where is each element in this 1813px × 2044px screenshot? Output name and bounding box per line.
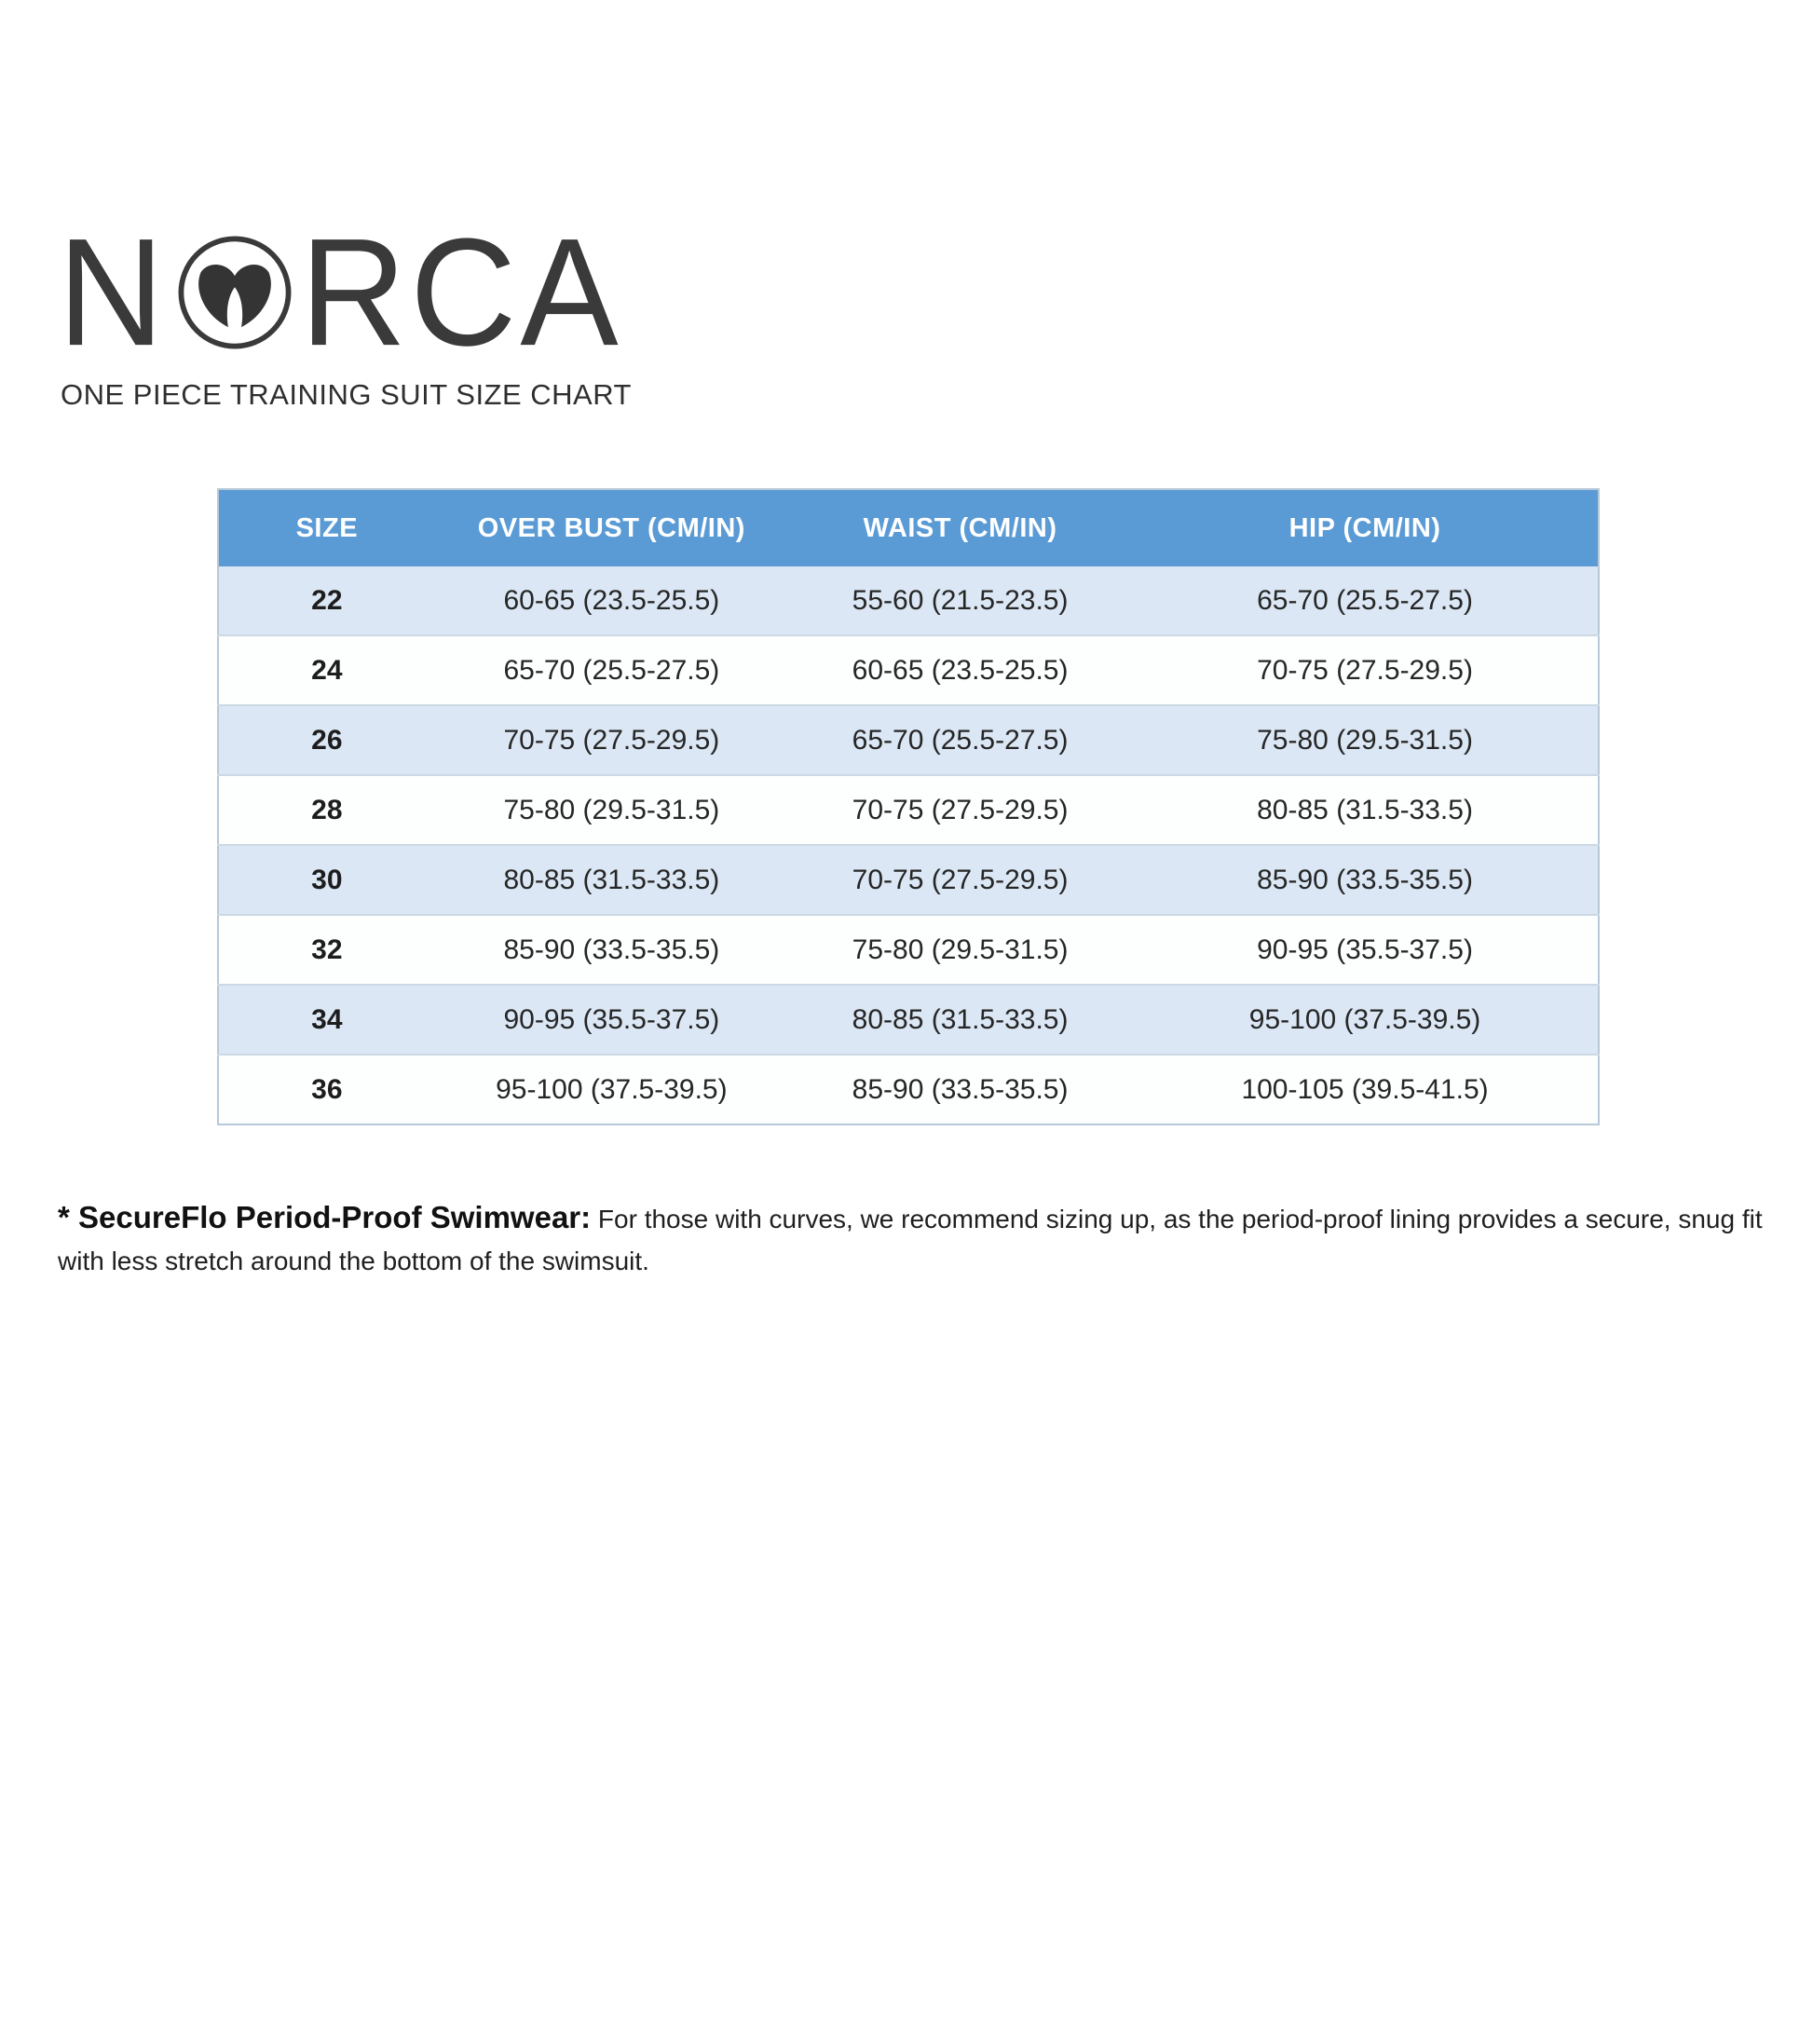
- footnote: [58, 1196, 1763, 1282]
- measurement-cell: 65-70 (25.5-27.5): [435, 635, 788, 705]
- size-cell: 24: [218, 635, 435, 705]
- measurement-cell: 80-85 (31.5-33.5): [1132, 775, 1599, 845]
- table-row: [218, 775, 1599, 845]
- size-cell: 26: [218, 705, 435, 775]
- measurement-cell: 75-80 (29.5-31.5): [435, 775, 788, 845]
- measurement-cell: 55-60 (21.5-23.5): [788, 566, 1132, 635]
- header-row: [218, 489, 1599, 566]
- measurement-cell: 100-105 (39.5-41.5): [1241, 1073, 1489, 1105]
- logo-letters-rca: RCA: [300, 207, 622, 378]
- size-cell: 34: [218, 985, 435, 1055]
- footnote-lead: * SecureFlo Period-Proof Swimwear:: [58, 1200, 592, 1234]
- table-row: [218, 705, 1599, 775]
- size-table: [217, 488, 1600, 1125]
- measurement-cell: 75-80 (29.5-31.5): [788, 915, 1132, 985]
- logo-letter-n: N: [58, 207, 169, 378]
- measurement-cell: 85-90 (33.5-35.5): [435, 915, 788, 985]
- measurement-cell: 90-95 (35.5-37.5): [435, 985, 788, 1055]
- measurement-cell: 60-65 (23.5-25.5): [788, 635, 1132, 705]
- measurement-cell: 65-70 (25.5-27.5): [788, 705, 1132, 775]
- table-row: [218, 566, 1599, 635]
- table-row: [218, 1055, 1599, 1124]
- measurement-cell: 65-70 (25.5-27.5): [1132, 566, 1599, 635]
- brand-logo: [58, 207, 1813, 378]
- measurement-cell: 80-85 (31.5-33.5): [788, 985, 1132, 1055]
- measurement-cell: 70-75 (27.5-29.5): [435, 705, 788, 775]
- measurement-cell: 70-75 (27.5-29.5): [1132, 635, 1599, 705]
- size-chart-page: [0, 207, 1813, 2044]
- header-hip: HIP (CM/IN): [1132, 489, 1599, 566]
- table-row: [218, 985, 1599, 1055]
- measurement-cell: 95-100 (37.5-39.5): [1132, 985, 1599, 1055]
- table-row: [218, 915, 1599, 985]
- measurement-cell: 85-90 (33.5-35.5): [852, 1073, 1069, 1105]
- table-row: [218, 845, 1599, 915]
- size-cell: 36: [311, 1073, 343, 1105]
- header-size: SIZE: [218, 489, 435, 566]
- chart-title: ONE PIECE TRAINING SUIT SIZE CHART: [61, 378, 632, 411]
- measurement-cell: 60-65 (23.5-25.5): [435, 566, 788, 635]
- header-waist: WAIST (CM/IN): [788, 489, 1132, 566]
- size-cell: 28: [218, 775, 435, 845]
- measurement-cell: 80-85 (31.5-33.5): [435, 845, 788, 915]
- measurement-cell: 90-95 (35.5-37.5): [1132, 915, 1599, 985]
- size-table-head: [218, 489, 1599, 566]
- header-over-bust: OVER BUST (CM/IN): [435, 489, 788, 566]
- size-cell: 22: [218, 566, 435, 635]
- measurement-cell: 75-80 (29.5-31.5): [1132, 705, 1599, 775]
- size-table-body: [218, 566, 1599, 1124]
- footnote-text: For those with curves, we recommend sizing up, as the period-proof lining provides a secure, snug fit with less stretch around the bottom of the swimsuit.: [58, 1205, 1763, 1275]
- measurement-cell: 95-100 (37.5-39.5): [496, 1073, 728, 1105]
- brand-header: [58, 207, 1813, 412]
- size-table-container: [217, 488, 1813, 1125]
- measurement-cell: 85-90 (33.5-35.5): [1132, 845, 1599, 915]
- measurement-cell: 70-75 (27.5-29.5): [788, 775, 1132, 845]
- size-cell: 30: [218, 845, 435, 915]
- table-row: [218, 635, 1599, 705]
- whale-tail-icon: [175, 233, 294, 352]
- measurement-cell: 70-75 (27.5-29.5): [788, 845, 1132, 915]
- size-cell: 32: [218, 915, 435, 985]
